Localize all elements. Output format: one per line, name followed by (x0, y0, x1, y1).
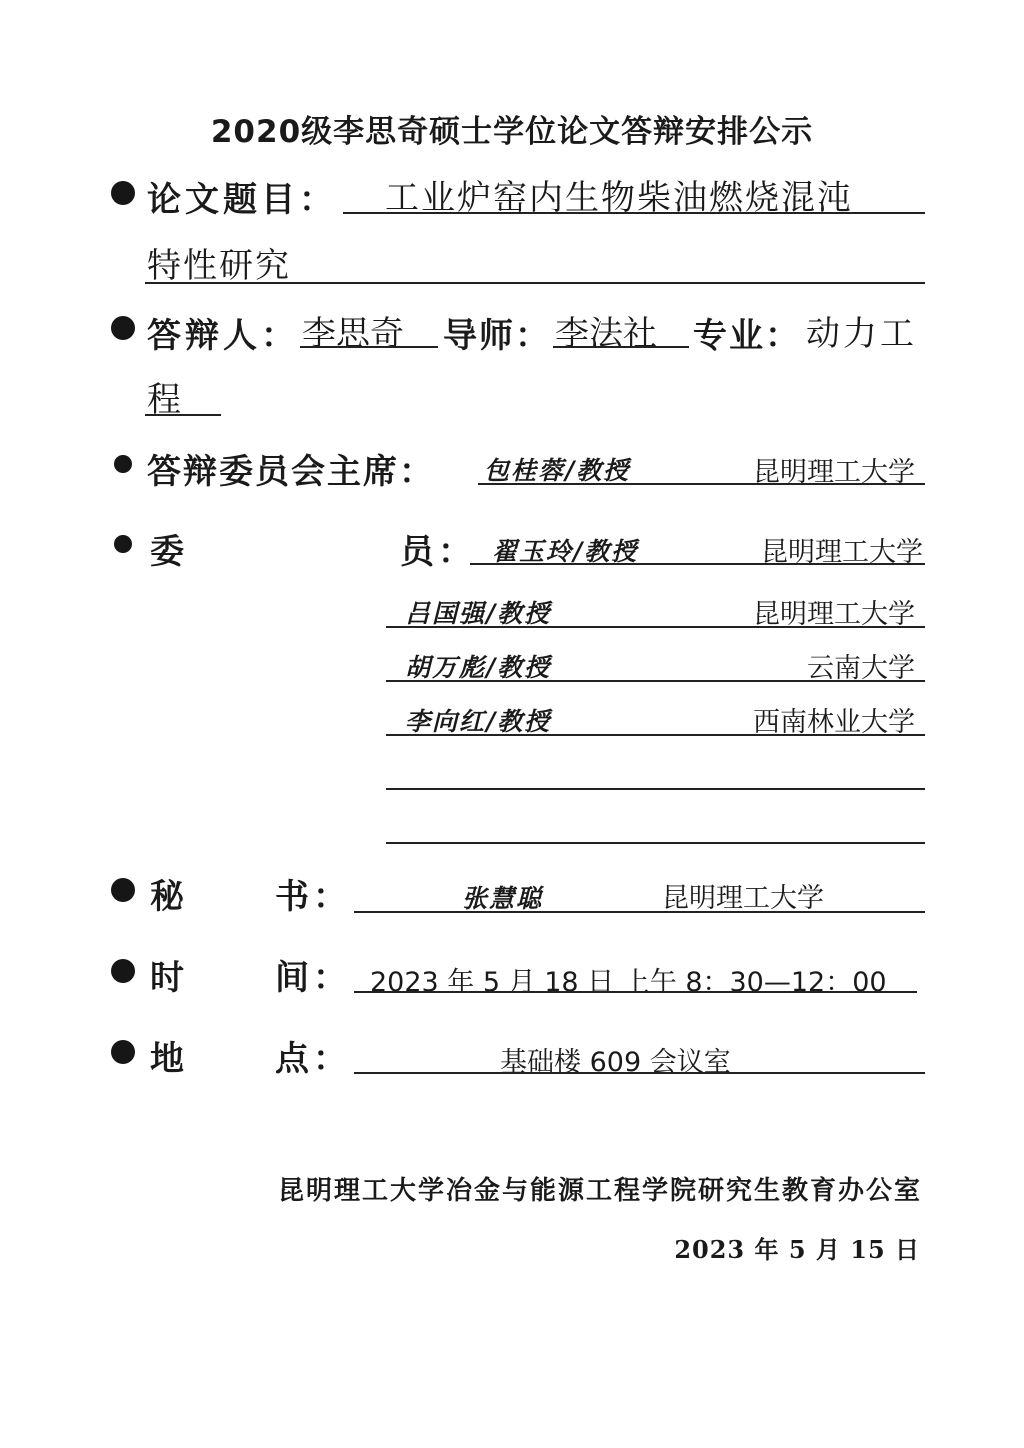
member-institution: 云南大学 (807, 653, 915, 684)
bullet-icon (111, 1040, 135, 1064)
major-label: 专业： (693, 316, 801, 356)
major-line1: 动力工 (806, 314, 917, 354)
chair-label: 答辩委员会主席： (147, 452, 435, 492)
underline (354, 1072, 925, 1074)
defender-name: 李思奇 (302, 314, 404, 354)
underline (386, 680, 925, 682)
member-name: 吕国强/教授 (405, 599, 552, 628)
thesis-label: 论文题目： (147, 180, 337, 220)
blank-underline (386, 788, 925, 790)
secretary-label-1: 秘 (150, 877, 188, 917)
member-institution: 西南林业大学 (753, 707, 915, 738)
place-label-1: 地 (150, 1039, 188, 1079)
underline (386, 734, 925, 736)
member-name: 翟玉玲/教授 (492, 537, 639, 566)
advisor-label: 导师： (443, 316, 551, 356)
major-line2: 程 (147, 380, 181, 420)
bullet-icon (111, 316, 135, 340)
bullet-icon (111, 181, 135, 205)
bullet-icon (111, 878, 135, 902)
secretary-name: 张慧聪 (462, 884, 544, 913)
underline (343, 212, 925, 214)
underline (354, 991, 917, 993)
blank-underline (386, 842, 925, 844)
underline (145, 282, 925, 284)
defender-label: 答辩人： (147, 316, 299, 356)
underline (478, 483, 925, 485)
defense-place: 基础楼 609 会议室 (500, 1047, 731, 1078)
underline (145, 414, 221, 416)
member-label-1: 委 (150, 532, 188, 572)
place-label-2: 点： (275, 1039, 351, 1079)
bullet-icon (111, 959, 135, 983)
thesis-title-line1: 工业炉窑内生物柴油燃烧混沌 (385, 178, 853, 218)
page-title: 2020级李思奇硕士学位论文答辩安排公示 (210, 114, 814, 150)
underline (354, 911, 925, 913)
underline (386, 626, 925, 628)
member-label-2: 员： (400, 532, 476, 572)
member-name: 胡万彪/教授 (405, 653, 552, 682)
secretary-label-2: 书： (275, 877, 351, 917)
member-institution: 昆明理工大学 (761, 537, 923, 568)
member-name: 李向红/教授 (405, 707, 552, 736)
member-institution: 昆明理工大学 (753, 599, 915, 630)
issuing-office: 昆明理工大学冶金与能源工程学院研究生教育办公室 (277, 1176, 922, 1206)
bullet-icon (114, 535, 132, 553)
issue-date: 2023 年 5 月 15 日 (674, 1235, 920, 1264)
underline (553, 346, 689, 348)
chair-institution: 昆明理工大学 (753, 457, 915, 488)
chair-name: 包桂蓉/教授 (484, 456, 631, 485)
defense-time: 2023 年 5 月 18 日 上午 8：30—12：00 (370, 967, 887, 998)
secretary-institution: 昆明理工大学 (662, 883, 824, 914)
advisor-name: 李法社 (555, 314, 657, 354)
time-label-2: 间： (275, 958, 351, 998)
bullet-icon (114, 455, 132, 473)
underline (300, 346, 438, 348)
underline (470, 563, 925, 565)
thesis-title-line2: 特性研究 (147, 246, 291, 286)
time-label-1: 时 (150, 958, 188, 998)
